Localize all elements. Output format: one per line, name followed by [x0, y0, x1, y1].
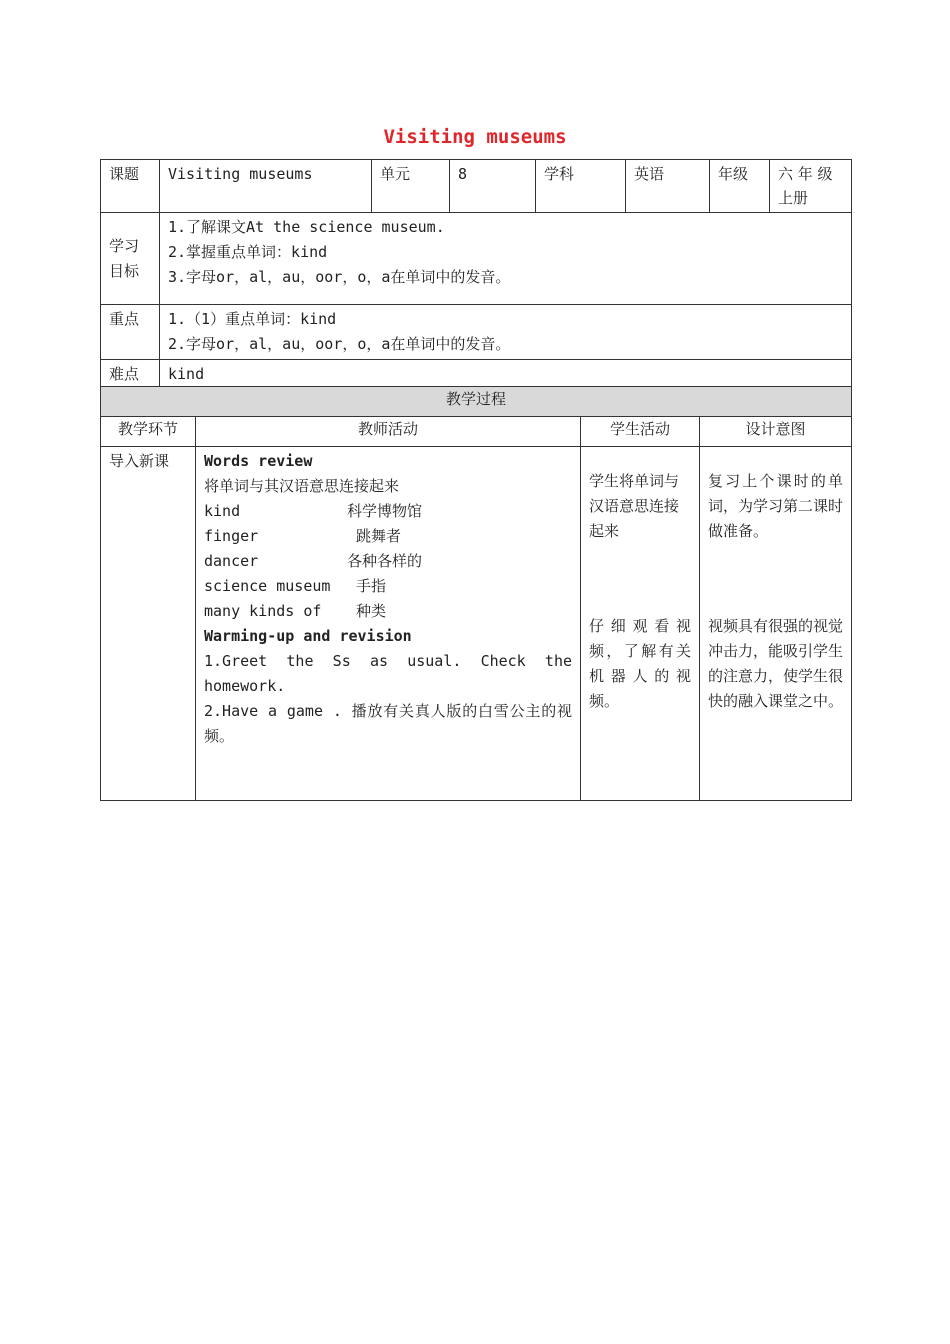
- teacher-step: 2.Have a game . 播放有关真人版的白雪公主的视频。: [204, 702, 572, 745]
- matching-instruction: 将单词与其汉语意思连接起来: [204, 477, 400, 495]
- grade-label: 年级: [710, 160, 770, 213]
- document-title: Visiting museums: [383, 126, 567, 148]
- unit-label: 单元: [372, 160, 450, 213]
- stage-cell: 导入新课: [101, 447, 196, 801]
- design-intent-text: 复习上个课时的单词，为学习第二课时做准备。: [708, 472, 844, 540]
- word-pair: [204, 499, 572, 524]
- column-header: 学生活动: [581, 417, 700, 447]
- column-header: 教学环节: [101, 417, 196, 447]
- english-word: dancer: [204, 552, 259, 570]
- key-points-content: [160, 305, 852, 360]
- english-word: finger: [204, 527, 259, 545]
- student-activity-text: 仔细观看视频，了解有关机器人的视频。: [589, 617, 691, 710]
- chinese-meaning: 跳舞者: [347, 527, 402, 545]
- goal-line: 2.掌握重点单词：kind: [168, 243, 328, 261]
- subject-value: 英语: [626, 160, 710, 213]
- student-activity: [581, 447, 700, 801]
- chinese-meaning: 种类: [347, 602, 387, 620]
- chinese-meaning: 各种各样的: [347, 552, 423, 570]
- english-word: kind: [204, 502, 241, 520]
- goals-content: [160, 213, 852, 305]
- word-pair: [204, 599, 572, 624]
- design-intent: [700, 447, 852, 801]
- goal-line: 1.了解课文At the science museum.: [168, 218, 445, 236]
- chinese-meaning: 手指: [347, 577, 387, 595]
- words-review-heading: Words review: [204, 452, 313, 470]
- process-header: 教学过程: [101, 387, 852, 417]
- key-points-label: 重点: [101, 305, 160, 360]
- lesson-info-table: [100, 159, 852, 391]
- difficulties-label: 难点: [101, 360, 160, 391]
- unit-value: 8: [450, 160, 536, 213]
- word-pair: [204, 549, 572, 574]
- teacher-activity: [196, 447, 581, 801]
- column-header: 教师活动: [196, 417, 581, 447]
- student-activity-text: 学生将单词与汉语意思连接起来: [589, 472, 680, 540]
- word-pair: [204, 574, 572, 599]
- key-point-line: 2.字母or，al，au，oor，o，a在单词中的发音。: [168, 335, 511, 353]
- design-intent-text: 视频具有很强的视觉冲击力，能吸引学生的注意力，使学生很快的融入课堂之中。: [708, 617, 844, 710]
- column-header: 设计意图: [700, 417, 852, 447]
- chinese-meaning: 科学博物馆: [347, 502, 423, 520]
- warming-up-heading: Warming-up and revision: [204, 627, 412, 645]
- goal-line: 3.字母or，al，au，oor，o，a在单词中的发音。: [168, 268, 511, 286]
- english-word: many kinds of: [204, 602, 322, 620]
- teaching-process-table: [100, 386, 852, 801]
- subject-label: 学科: [536, 160, 626, 213]
- grade-value: 六 年 级 上册: [770, 160, 852, 213]
- topic-label: 课题: [101, 160, 160, 213]
- key-point-line: 1.（1）重点单词：kind: [168, 310, 337, 328]
- topic-value: Visiting museums: [160, 160, 372, 213]
- word-pair: [204, 524, 572, 549]
- goals-label: 学习 目标: [101, 213, 160, 305]
- difficulties-value: kind: [160, 360, 852, 391]
- teacher-step: 1.Greet the Ss as usual. Check the homework.: [204, 652, 572, 695]
- english-word: science museum: [204, 577, 331, 595]
